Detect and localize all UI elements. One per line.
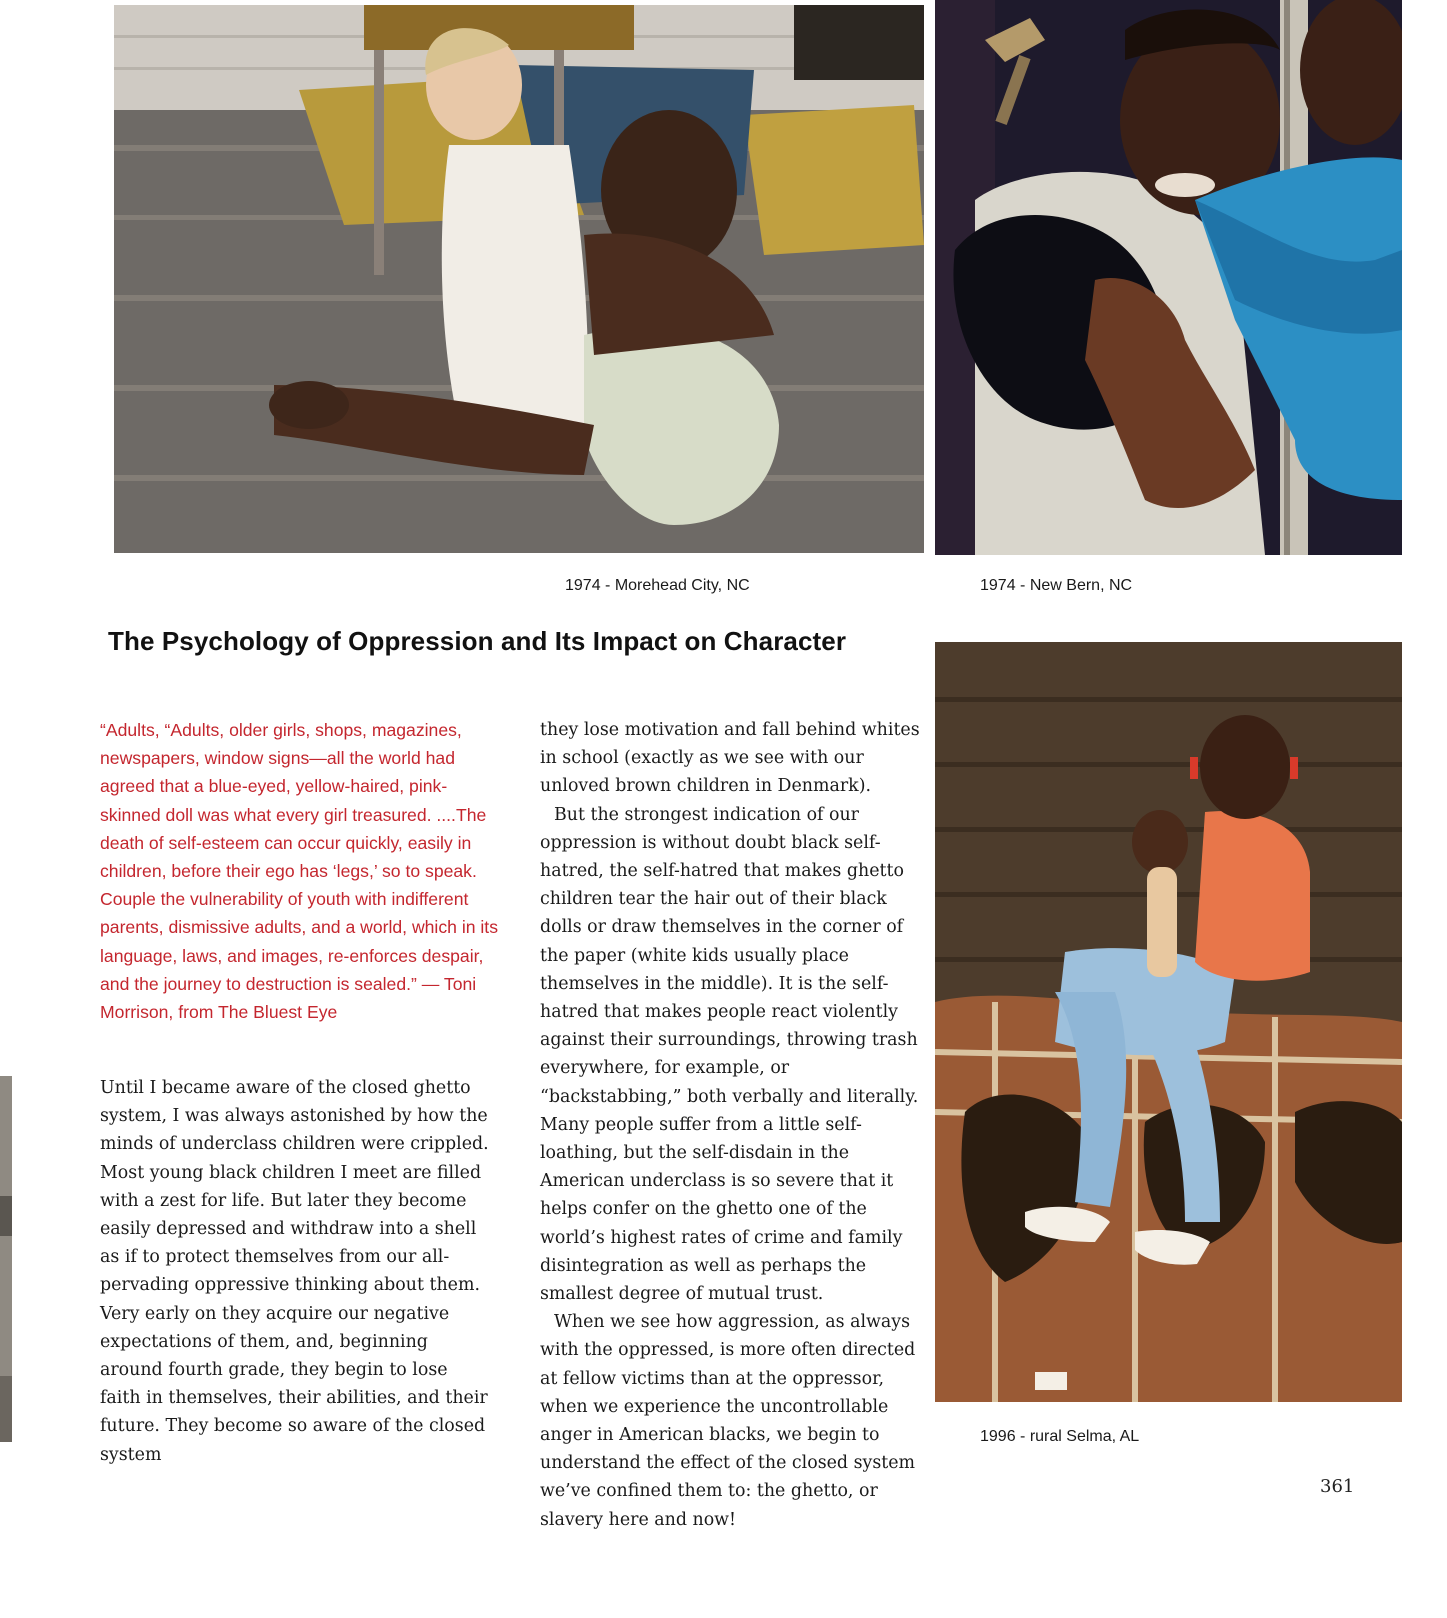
body-column-left [100, 1074, 492, 1469]
body-paragraph: But the strongest indication of our oppression is without doubt black self-hatred, the self-hatred that makes ghetto children tear the hair out of their black dolls or draw themselves in the corner of the paper (white kids usually place themselves in the middle). It is the self-hatred that makes people react violently against their surroundings, throwing trash everywhere, for example, or “backstabbing,” both verbally and literally. Many people suffer from a little self-loathing, but the self-disdain in the American underclass is so severe that it helps confer on the ghetto one of the world’s highest rates of crime and family disintegration as well as perhaps the smallest degree of mutual trust. [540, 804, 919, 1305]
caption-morehead-city: 1974 - Morehead City, NC [565, 577, 750, 594]
photo-morehead-city-image [114, 5, 924, 553]
photo-new-bern-image [935, 0, 1402, 555]
page-number: 361 [1320, 1476, 1355, 1497]
photo-new-bern [935, 0, 1402, 555]
body-paragraph: they lose motivation and fall behind whites in school (exactly as we see with our unloved brown children in Denmark). [540, 720, 920, 797]
body-paragraph: When we see how aggression, as always with the oppressed, is more often directed at fellow victims than at the oppressor, when we experience the uncontrollable anger in American blacks, we begin to understand the effect of the closed system we’ve confined them to: the ghetto, or slavery here and now! [540, 1312, 916, 1530]
photo-morehead-city [114, 5, 924, 553]
body-paragraph: Until I became aware of the closed ghetto system, I was always astonished by how the minds of underclass children were crippled. Most young black children I meet are filled with a zest for life. But later they become easily depressed and withdraw into a shell as if to protect themselves from our all-pervading oppressive thinking about them. Very early on they acquire our negative expectations of them, and, beginning around fourth grade, they begin to lose faith in themselves, their abilities, and their future. They become so aware of the closed system [100, 1078, 489, 1465]
photo-selma [935, 642, 1402, 1402]
pull-quote: “Adults, “Adults, older girls, shops, magazines, newspapers, window signs—all the world had agreed that a blue-eyed, yellow-haired, pink-skinned doll was what every girl treasured. ....The death of self-esteem can occur quickly, easily in children, before their ego has ‘legs,’ so to speak. Couple the vulnerability of youth with indifferent parents, dismissive adults, and a world, which in its language, laws, and images, re-enforces despair, and the journey to destruction is sealed.” — Toni Morrison, from The Bluest Eye [100, 720, 498, 1023]
edge-photo-strip [0, 1076, 12, 1442]
edge-photo-strip-image [0, 1076, 12, 1442]
caption-new-bern: 1974 - New Bern, NC [980, 577, 1133, 594]
body-column-right [540, 716, 932, 1534]
article-headline: The Psychology of Oppression and Its Impact on Character [108, 626, 847, 656]
caption-selma: 1996 - rural Selma, AL [980, 1428, 1140, 1445]
photo-selma-image [935, 642, 1402, 1402]
